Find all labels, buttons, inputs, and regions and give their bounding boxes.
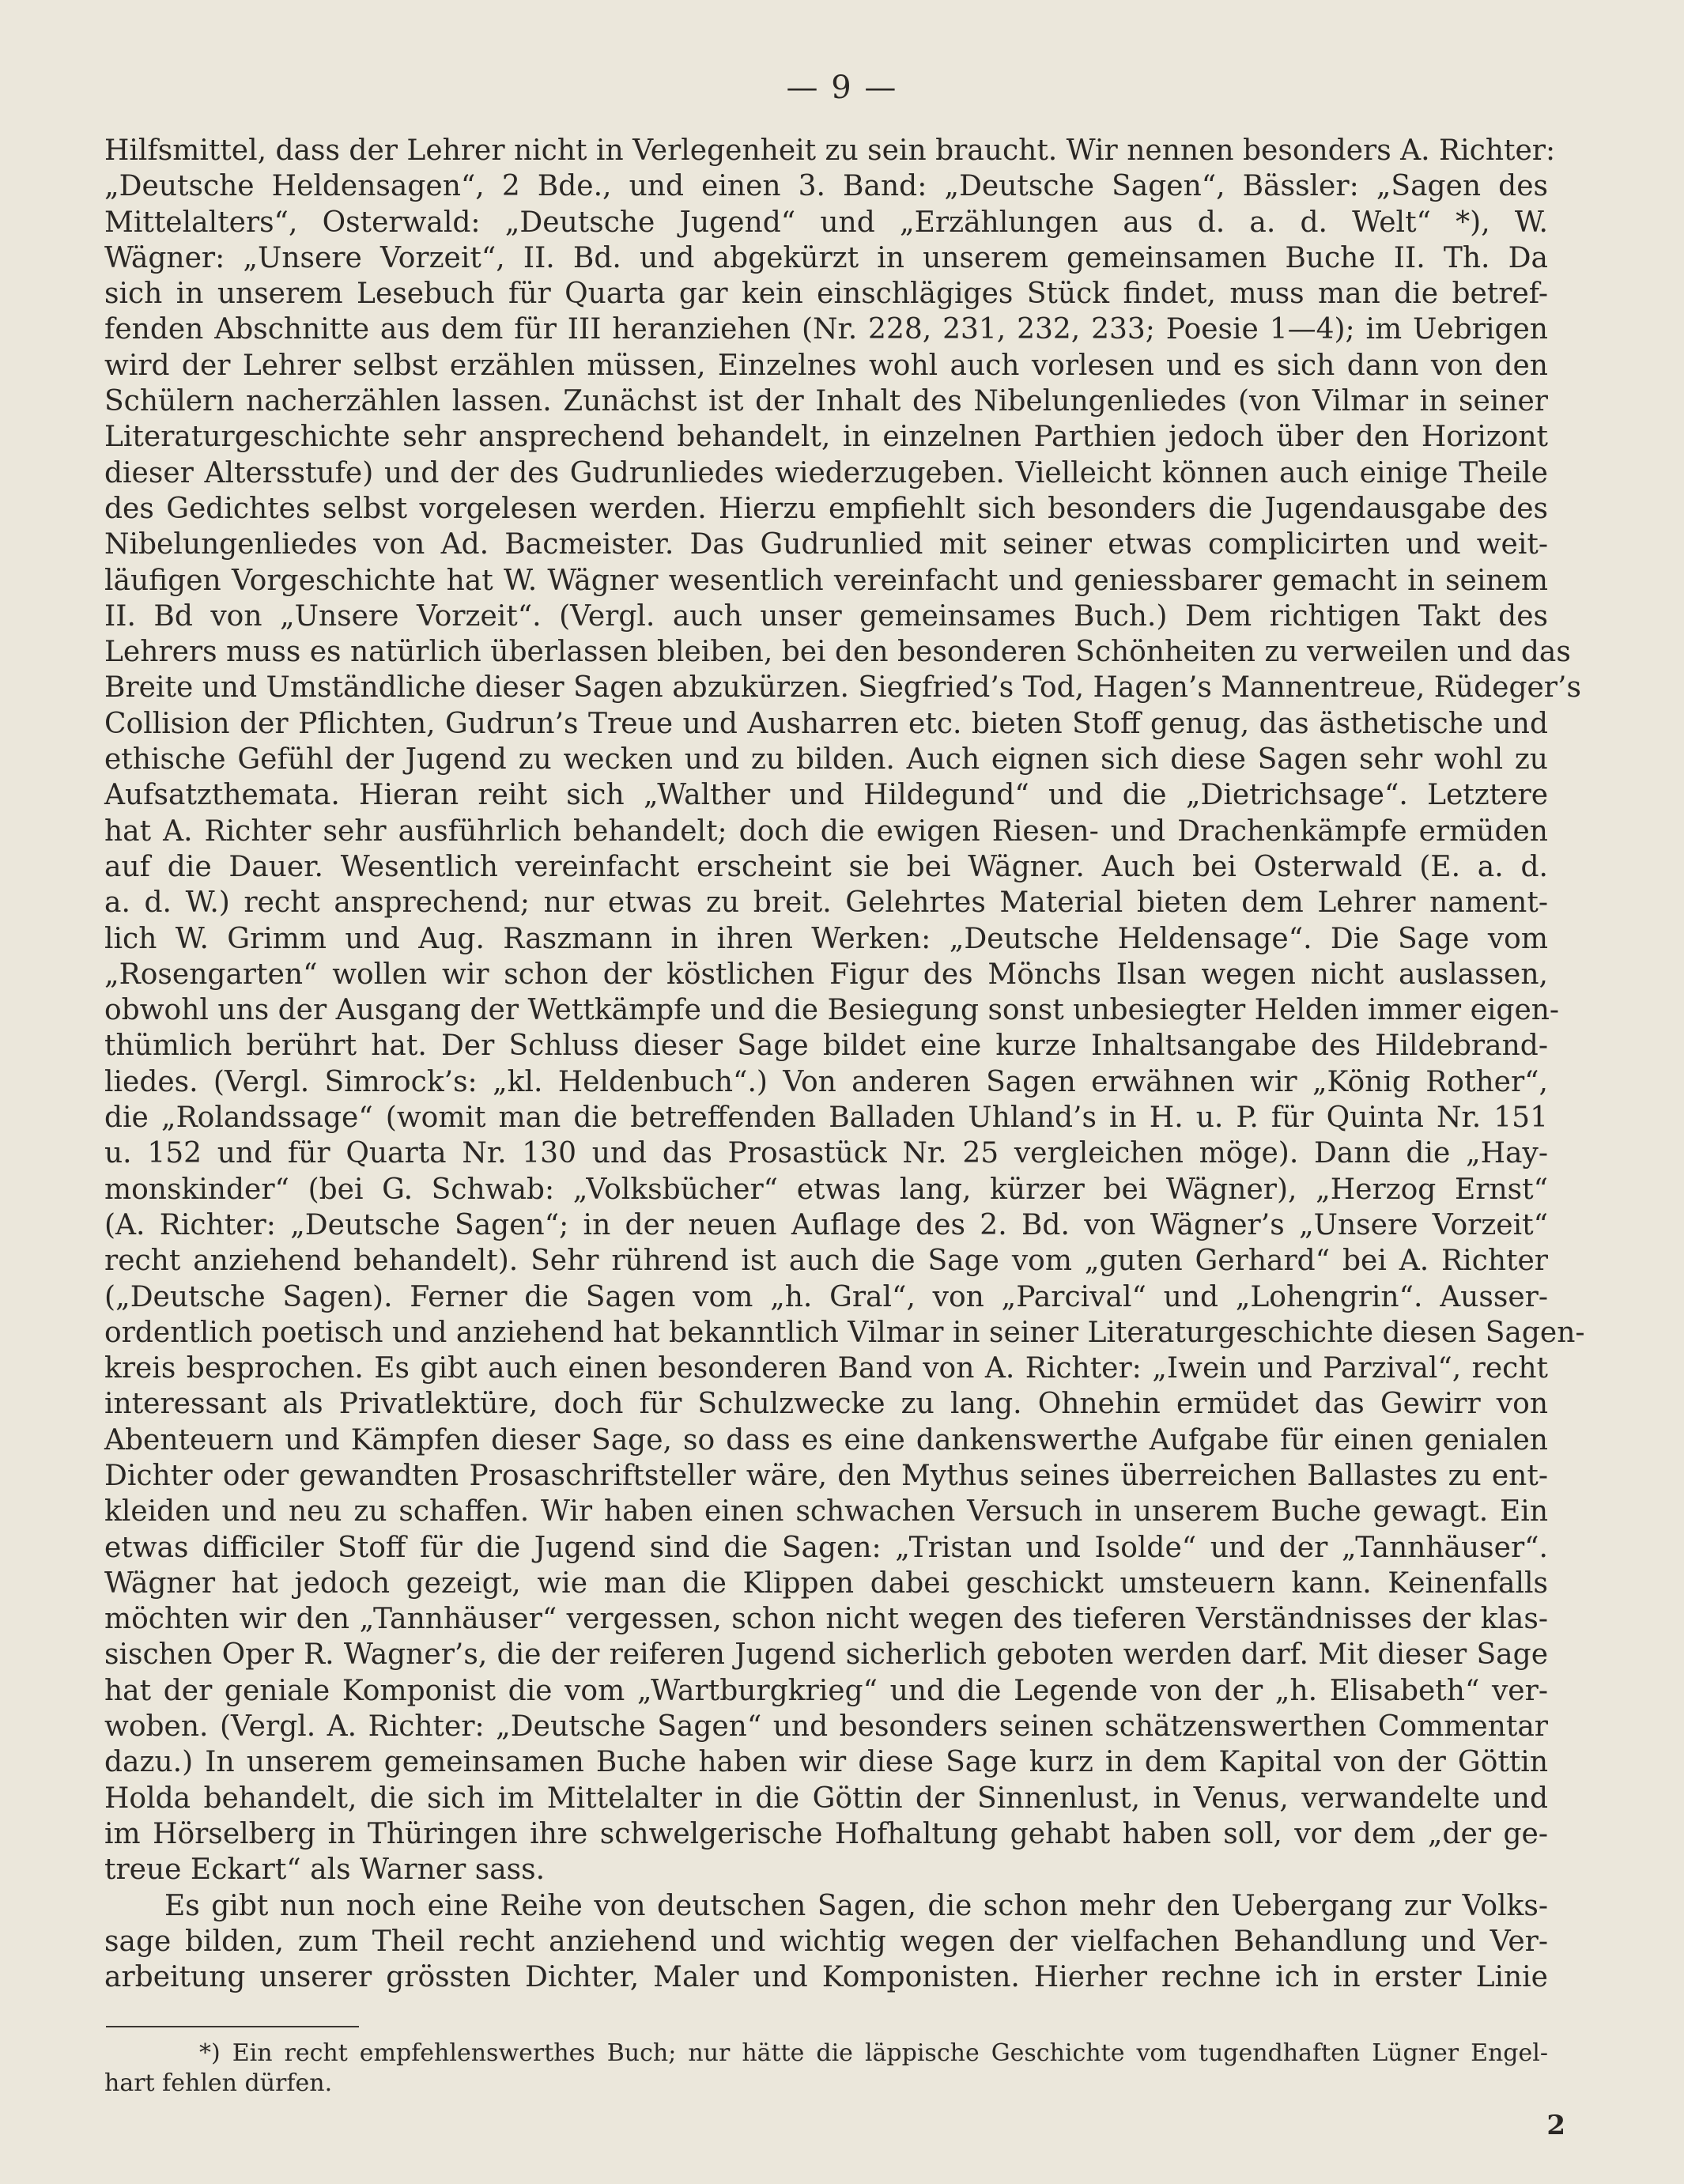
text-line: Schülern nacherzählen lassen. Zunächst ist der Inhalt des Nibelungenliedes (von Vilmar in seiner	[104, 385, 1548, 418]
text-line: „Deutsche Heldensagen“, 2 Bde., und einen 3. Band: „Deutsche Sagen“, Bässler: „Sagen des	[104, 170, 1548, 203]
text-line: des Gedichtes selbst vorgelesen werden. Hierzu empfiehlt sich besonders die Jugendausgabe des	[104, 492, 1548, 525]
text-line: ordentlich poetisch und anziehend hat bekanntlich Vilmar in seiner Literaturgeschichte diesen Sagen-	[104, 1316, 1585, 1349]
text-line: etwas difficiler Stoff für die Jugend sind die Sagen: „Tristan und Isolde“ und der „Tannhäuser“.	[104, 1531, 1548, 1564]
text-line: hat der geniale Komponist die vom „Wartburgkrieg“ und die Legende von der „h. Elisabeth“ ver-	[104, 1674, 1548, 1707]
text-line: (A. Richter: „Deutsche Sagen“; in der neuen Auflage des 2. Bd. von Wägner’s „Unsere Vorzeit“	[104, 1208, 1548, 1241]
text-line: fenden Abschnitte aus dem für III heranziehen (Nr. 228, 231, 232, 233; Poesie 1—4); im Uebrigen	[104, 313, 1548, 346]
text-line: interessant als Privatlektüre, doch für Schulzwecke zu lang. Ohnehin ermüdet das Gewirr von	[104, 1388, 1548, 1421]
text-line: lich W. Grimm und Aug. Raszmann in ihren Werken: „Deutsche Heldensage“. Die Sage vom	[104, 922, 1548, 955]
text-line: Abenteuern und Kämpfen dieser Sage, so dass es eine dankenswerthe Aufgabe für einen genialen	[104, 1423, 1548, 1457]
text-line: Hilfsmittel, dass der Lehrer nicht in Verlegenheit zu sein braucht. Wir nennen besonders A. Richter:	[104, 134, 1556, 167]
text-line: recht anziehend behandelt). Sehr rührend ist auch die Sage vom „guten Gerhard“ bei A. Richter	[104, 1245, 1548, 1278]
text-line: Breite und Umständliche dieser Sagen abzukürzen. Siegfried’s Tod, Hagen’s Mannentreue, Rüdeger’s	[104, 671, 1581, 705]
footnote-block	[104, 2039, 1548, 2099]
main-text-block	[104, 133, 1585, 1995]
text-line: arbeitung unserer grössten Dichter, Maler und Komponisten. Hierher rechne ich in erster Linie	[104, 1961, 1548, 1994]
text-line: Nibelungenliedes von Ad. Bacmeister. Das Gudrunlied mit seiner etwas complicirten und weit-	[104, 528, 1548, 561]
text-line: kreis besprochen. Es gibt auch einen besonderen Band von A. Richter: „Iwein und Parzival“, recht	[104, 1352, 1548, 1385]
text-line: Wägner hat jedoch gezeigt, wie man die Klippen dabei geschickt umsteuern kann. Keinenfalls	[104, 1566, 1548, 1600]
text-line: Mittelalters“, Osterwald: „Deutsche Jugend“ und „Erzählungen aus d. a. d. Welt“ *), W.	[104, 206, 1548, 239]
page-number: — 9 —	[786, 70, 898, 106]
text-line: dieser Altersstufe) und der des Gudrunliedes wiederzugeben. Vielleicht können auch einige Theile	[104, 456, 1548, 489]
text-line: monskinder“ (bei G. Schwab: „Volksbücher“ etwas lang, kürzer bei Wägner), „Herzog Ernst“	[104, 1173, 1548, 1206]
text-line: „Rosengarten“ wollen wir schon der köstlichen Figur des Mönchs Ilsan wegen nicht auslassen,	[104, 958, 1548, 991]
text-line: Aufsatzthemata. Hieran reiht sich „Walther und Hildegund“ und die „Dietrichsage“. Letztere	[104, 779, 1548, 812]
text-line: Holda behandelt, die sich im Mittelalter in die Göttin der Sinnenlust, in Venus, verwandelte und	[104, 1782, 1548, 1815]
text-line-paragraph-end: treue Eckart“ als Warner sass.	[104, 1853, 546, 1887]
text-line: sischen Oper R. Wagner’s, die der reiferen Jugend sicherlich geboten werden darf. Mit dieser Sage	[104, 1638, 1548, 1672]
text-line: läufigen Vorgeschichte hat W. Wägner wesentlich vereinfacht und geniessbarer gemacht in seinem	[104, 564, 1548, 597]
text-line: thümlich berührt hat. Der Schluss dieser Sage bildet eine kurze Inhaltsangabe des Hildebrand-	[104, 1030, 1548, 1063]
text-line: sich in unserem Lesebuch für Quarta gar kein einschlägiges Stück findet, muss man die betref-	[104, 278, 1548, 311]
text-line: Wägner: „Unsere Vorzeit“, II. Bd. und abgekürzt in unserem gemeinsamen Buche II. Th. Da	[104, 241, 1548, 274]
text-line: dazu.) In unserem gemeinsamen Buche haben wir diese Sage kurz in dem Kapital von der Göttin	[104, 1746, 1548, 1779]
text-line: II. Bd von „Unsere Vorzeit“. (Vergl. auch unser gemeinsames Buch.) Dem richtigen Takt des	[104, 599, 1548, 633]
text-line: im Hörselberg in Thüringen ihre schwelgerische Hofhaltung gehabt haben soll, vor dem „der ge-	[104, 1817, 1548, 1850]
text-line: Literaturgeschichte sehr ansprechend behandelt, in einzelnen Parthien jedoch über den Horizont	[104, 421, 1548, 454]
text-line: liedes. (Vergl. Simrock’s: „kl. Heldenbuch“.) Von anderen Sagen erwähnen wir „König Rother“,	[104, 1065, 1548, 1098]
text-line: obwohl uns der Ausgang der Wettkämpfe und die Besiegung sonst unbesiegter Helden immer eigen-	[104, 994, 1560, 1027]
printer-signature-mark: 2	[1546, 2110, 1565, 2141]
text-line: die „Rolandssage“ (womit man die betreffenden Balladen Uhland’s in H. u. P. für Quinta Nr. 151	[104, 1101, 1548, 1135]
text-line: Collision der Pflichten, Gudrun’s Treue und Ausharren etc. bieten Stoff genug, das ästhetische und	[104, 707, 1548, 740]
text-line: ethische Gefühl der Jugend zu wecken und zu bilden. Auch eignen sich diese Sagen sehr wohl zu	[104, 743, 1548, 776]
text-line: auf die Dauer. Wesentlich vereinfacht erscheint sie bei Wägner. Auch bei Osterwald (E. a. d.	[104, 850, 1548, 883]
text-line: Lehrers muss es natürlich überlassen bleiben, bei den besonderen Schönheiten zu verweilen und das	[104, 636, 1571, 669]
text-line: möchten wir den „Tannhäuser“ vergessen, schon nicht wegen des tieferen Verständnisses der klas-	[104, 1603, 1548, 1636]
text-line: a. d. W.) recht ansprechend; nur etwas zu breit. Gelehrtes Material bieten dem Lehrer nament-	[104, 886, 1548, 920]
footnote-line: hart fehlen dürfen.	[104, 2069, 333, 2097]
text-line: Dichter oder gewandten Prosaschriftsteller wäre, den Mythus seines überreichen Ballastes zu ent-	[104, 1459, 1548, 1492]
text-line-paragraph-start: Es gibt nun noch eine Reihe von deutschen Sagen, die schon mehr den Uebergang zur Volks-	[164, 1889, 1548, 1922]
footnote-line: *) Ein recht empfehlenswerthes Buch; nur hätte die läppische Geschichte vom tugendhaften Lügner Engel-	[199, 2039, 1548, 2067]
footnote-divider	[106, 2026, 359, 2027]
text-line: wird der Lehrer selbst erzählen müssen, Einzelnes wohl auch vorlesen und es sich dann von den	[104, 349, 1548, 382]
text-line: u. 152 und für Quarta Nr. 130 und das Prosastück Nr. 25 vergleichen möge). Dann die „Hay-	[104, 1137, 1548, 1170]
text-line: („Deutsche Sagen). Ferner die Sagen vom „h. Gral“, von „Parcival“ und „Lohengrin“. Ausser-	[104, 1280, 1548, 1313]
text-line: sage bilden, zum Theil recht anziehend und wichtig wegen der vielfachen Behandlung und Ver-	[104, 1925, 1548, 1958]
text-line: woben. (Vergl. A. Richter: „Deutsche Sagen“ und besonders seinen schätzenswerthen Commentar	[104, 1710, 1548, 1744]
text-line: hat A. Richter sehr ausführlich behandelt; doch die ewigen Riesen- und Drachenkämpfe ermüden	[104, 814, 1548, 848]
text-line: kleiden und neu zu schaffen. Wir haben einen schwachen Versuch in unserem Buche gewagt. Ein	[104, 1495, 1548, 1528]
